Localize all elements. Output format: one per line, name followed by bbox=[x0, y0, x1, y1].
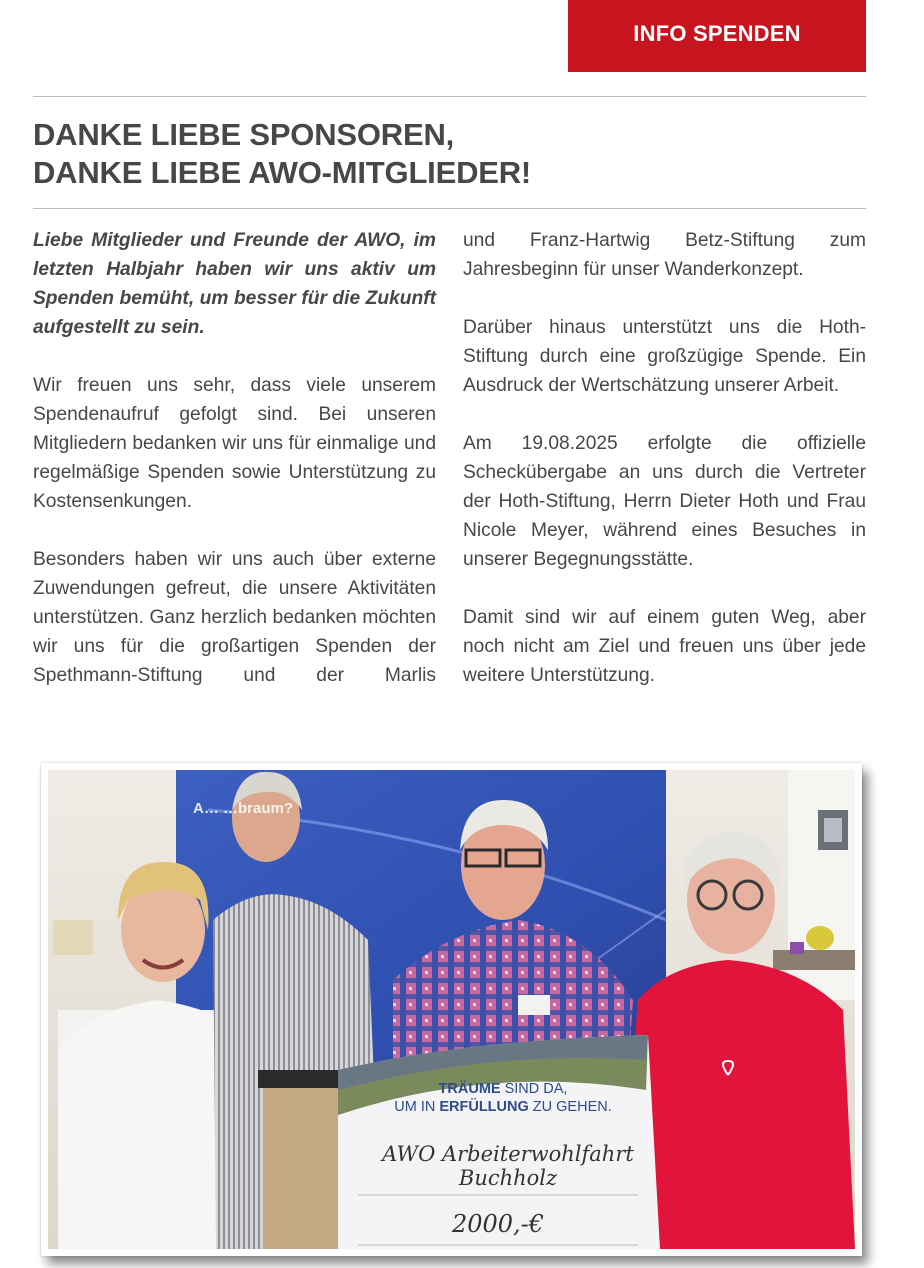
cheque-slogan-text: ZU GEHEN. bbox=[528, 1099, 612, 1115]
body-paragraph: Am 19.08.2025 erfolgte die offizielle Scheckübergabe an uns durch die Vertreter der Hoth-Stiftung, Herrn Dieter Hoth und Frau Nicole Meyer, während eines Besuches in unserer Begegnungsstätte. bbox=[463, 433, 866, 570]
cheque-payee: AWO Arbeiterwohlfahrt Buchholz bbox=[382, 1142, 634, 1190]
headline-line-1: DANKE LIEBE SPONSOREN, bbox=[33, 117, 455, 152]
headline-line-2: DANKE LIEBE AWO-MITGLIEDER! bbox=[33, 155, 532, 190]
body-paragraph: Wir freuen uns sehr, dass viele unserem Spendenaufruf gefolgt sind. Bei unseren Mitgliedern bedanken wir uns für einmalige und regelmäßige Spenden sowie Unterstützung zu Kostensenkungen. bbox=[33, 375, 436, 512]
left-column bbox=[33, 226, 436, 690]
cheque-handover-photo bbox=[48, 770, 855, 1249]
photo-frame bbox=[41, 763, 862, 1256]
article-headline bbox=[33, 116, 866, 192]
cheque-slogan-bold: TRÄUME bbox=[438, 1081, 501, 1097]
body-paragraph: Besonders haben wir uns auch über externe Zuwendungen gefreut, die unsere Aktivitäten unterstützen. Ganz herzlich bedanken möchten wir uns für die großartigen Spenden der Spethmann-Stiftung und der Marlis bbox=[33, 549, 436, 686]
cheque-slogan-text: SIND DA, bbox=[500, 1081, 568, 1097]
section-badge bbox=[568, 0, 866, 72]
headline-divider bbox=[33, 208, 866, 209]
cheque-slogan bbox=[338, 1080, 668, 1116]
cheque-amount: 2000,-€ bbox=[451, 1210, 545, 1238]
top-divider bbox=[33, 96, 866, 97]
body-paragraph-continued: und Franz-Hartwig Betz-Stiftung zum Jahresbeginn für unser Wanderkonzept. bbox=[463, 230, 866, 280]
section-badge-label: INFO SPENDEN bbox=[633, 21, 801, 46]
cheque-slogan-bold: ERFÜLLUNG bbox=[439, 1099, 529, 1115]
intro-paragraph: Liebe Mitglieder und Freunde der AWO, im letzten Halbjahr haben wir uns aktiv um Spenden bemüht, um besser für die Zukunft aufgestellt zu sein. bbox=[33, 230, 436, 338]
right-column bbox=[463, 226, 866, 690]
body-paragraph: Damit sind wir auf einem guten Weg, aber noch nicht am Ziel und freuen uns über jede weitere Unterstützung. bbox=[463, 607, 866, 686]
cheque-slogan-text: UM IN bbox=[394, 1099, 440, 1115]
screen-text: A… …braum? bbox=[193, 800, 294, 817]
body-paragraph: Darüber hinaus unterstützt uns die Hoth-Stiftung durch eine großzügige Spende. Ein Ausdruck der Wertschätzung unserer Arbeit. bbox=[463, 317, 866, 396]
